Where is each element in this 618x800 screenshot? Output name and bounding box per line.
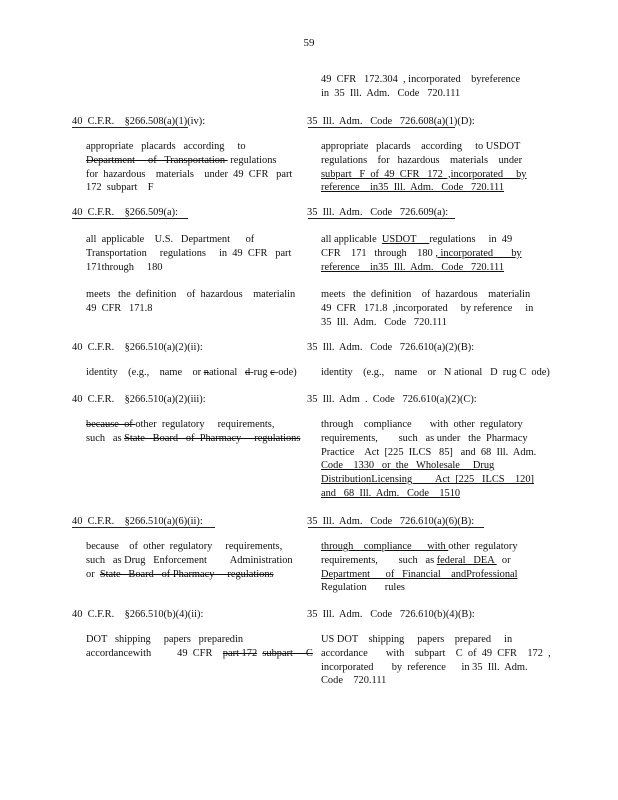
text-run: 49 CFR 172.304 , incorporated byreference <box>321 74 521 85</box>
text-run: 35 Ill. Adm. Code 726.610(a)(2)(B): <box>307 342 475 353</box>
text-run: identity (e.g., name or <box>86 367 204 378</box>
illinois-text-line <box>321 247 533 261</box>
struck-text: State Board of Pharmacy regulations <box>124 432 301 444</box>
text-run: through compliance with other regulatory <box>321 419 523 430</box>
text-run: 40 C.F.R. §266.508(a)(1)(iv): <box>72 116 206 127</box>
struck-text: State Board of Pharmacy regulations <box>99 568 274 580</box>
text-run: CFR 171 through 180 <box>321 247 436 259</box>
struck-text: because of <box>86 419 136 430</box>
illinois-text-line <box>321 261 533 275</box>
federal-text-line <box>86 261 295 275</box>
text-run: -ode) <box>274 367 297 378</box>
text-run: regulations <box>227 154 277 166</box>
federal-text-line <box>86 568 293 582</box>
illinois-text-line <box>321 233 533 247</box>
inserted-text: federal DEA <box>436 554 497 566</box>
text-run: Regulation rules <box>321 582 405 594</box>
continued-text <box>321 73 520 101</box>
federal-text-line <box>86 432 300 446</box>
illinois-citation-line <box>307 608 475 622</box>
illinois-text <box>321 633 551 688</box>
text-run: in 35 Ill. Adm. Code 720.111 <box>321 87 461 99</box>
text-run: 35 Ill. Adm. Code 720.111 <box>321 316 447 328</box>
illinois-text-line <box>321 647 551 661</box>
federal-citation-line <box>72 341 203 355</box>
illinois-text <box>321 540 518 595</box>
inserted-text: reference in35 Ill. Adm. Code 720.111 <box>321 261 505 273</box>
text-run: 40 C.F.R. §266.510(a)(2)(ii): <box>72 342 203 353</box>
inserted-text: Code 1330 or the Wholesale Drug <box>321 460 495 472</box>
federal-text <box>86 418 300 446</box>
illinois-text <box>321 233 533 330</box>
illinois-citation <box>307 393 477 407</box>
inserted-text: through compliance with <box>321 541 449 552</box>
text-run: 40 C.F.R. §266.510(a)(2)(iii): <box>72 394 206 405</box>
federal-text-line <box>86 366 297 380</box>
text-run: ational <box>208 367 246 378</box>
illinois-citation <box>307 341 474 355</box>
text-run: or <box>496 554 511 566</box>
federal-text-line <box>86 554 293 568</box>
struck-text: part 172 <box>222 647 258 659</box>
text-run: accordancewith 49 CFR <box>86 647 223 659</box>
text-run: US DOT shipping papers prepared in <box>321 634 513 645</box>
text-run: identity (e.g., name or N ational D rug C ode) <box>321 367 550 378</box>
illinois-text <box>321 140 527 195</box>
federal-text-line <box>86 647 313 661</box>
federal-text-line <box>86 288 295 302</box>
text-run: regulations in 49 <box>429 234 513 245</box>
text-run: Practice Act [225 ILCS 85] and 68 Ill. Adm. <box>321 446 537 458</box>
illinois-text-line <box>321 181 527 195</box>
text-run: 40 C.F.R. §266.510(b)(4)(ii): <box>72 609 204 620</box>
text-run: -rug <box>250 367 271 378</box>
text-run: 35 Ill. Adm. Code 726.608(a)(1)(D): <box>307 116 475 127</box>
illinois-text-line <box>321 274 533 288</box>
continued-text-line <box>321 87 520 101</box>
illinois-text-line <box>321 418 536 432</box>
text-run: appropriate placards according to <box>86 141 246 152</box>
federal-text-line <box>86 233 295 247</box>
federal-text <box>86 233 295 316</box>
illinois-text-line <box>321 316 533 330</box>
text-run: Transportation regulations in 49 CFR part <box>86 247 292 259</box>
text-run: all applicable <box>321 234 382 245</box>
text-run: regulations for hazardous materials under <box>321 154 523 166</box>
citation-underline <box>72 218 188 219</box>
struck-text: d <box>245 367 251 378</box>
federal-text-line <box>86 247 295 261</box>
text-run: 35 Ill. Adm . Code 726.610(a)(2)(C): <box>307 394 477 405</box>
illinois-citation <box>307 608 475 622</box>
text-run: 49 CFR 171.8 ,incorporated by reference in <box>321 302 534 314</box>
inserted-text: , incorporated by <box>435 247 522 259</box>
citation-underline <box>308 527 484 528</box>
illinois-text-line <box>321 154 527 168</box>
illinois-text-line <box>321 168 527 182</box>
text-run: requirements, such as <box>321 554 437 566</box>
illinois-text-line <box>321 140 527 154</box>
federal-text <box>86 366 297 380</box>
federal-text-line <box>86 633 313 647</box>
text-run: meets the definition of hazardous materialin <box>321 289 531 301</box>
text-run: 40 C.F.R. §266.509(a): <box>72 207 178 218</box>
text-run: 171through 180 <box>86 261 163 273</box>
illinois-text-line <box>321 540 518 554</box>
text-run: accordance with subpart C of 49 CFR 172 , <box>321 647 551 659</box>
federal-text-line <box>86 140 292 154</box>
inserted-text: reference in35 Ill. Adm. Code 720.111 <box>321 182 505 194</box>
illinois-text-line <box>321 581 518 595</box>
inserted-text: and 68 Ill. Adm. Code 1510 <box>321 487 461 499</box>
illinois-text-line <box>321 674 551 688</box>
illinois-text-line <box>321 459 536 473</box>
text-run: appropriate placards according to USDOT <box>321 141 521 152</box>
illinois-text-line <box>321 366 550 380</box>
text-run: 172 subpart F <box>86 182 154 194</box>
illinois-text <box>321 366 550 380</box>
citation-underline <box>308 127 455 128</box>
text-run: DOT shipping papers preparedin <box>86 634 244 645</box>
citation-underline <box>72 527 215 528</box>
illinois-text-line <box>321 568 518 582</box>
struck-text: n <box>203 367 209 378</box>
illinois-text-line <box>321 288 533 302</box>
illinois-text-line <box>321 473 536 487</box>
inserted-text: USDOT <box>381 234 430 245</box>
illinois-citation-line <box>307 393 477 407</box>
text-run: all applicable U.S. Department of <box>86 234 255 245</box>
federal-text-line <box>86 274 295 288</box>
text-run: 40 C.F.R. §266.510(a)(6)(ii): <box>72 516 203 527</box>
struck-text: c <box>270 367 275 378</box>
text-run: for hazardous materials under 49 CFR part <box>86 168 293 180</box>
text-run: such as <box>86 432 125 444</box>
text-run: Code 720.111 <box>321 675 387 687</box>
citation-underline <box>308 218 455 219</box>
illinois-text-line <box>321 302 533 316</box>
struck-text: Department of Transportation <box>86 154 228 166</box>
text-run: requirements, such as under the Pharmacy <box>321 432 528 444</box>
text-run: incorporated by reference in 35 Ill. Adm. <box>321 661 528 673</box>
page-number: 59 <box>303 37 315 49</box>
inserted-text: Department of Financial andProfessional <box>321 568 518 580</box>
illinois-text-line <box>321 554 518 568</box>
federal-text-line <box>86 418 300 432</box>
federal-text <box>86 540 293 581</box>
text-run: 35 Ill. Adm. Code 726.610(a)(6)(B): <box>307 516 475 527</box>
illinois-text-line <box>321 432 536 446</box>
text-run: meets the definition of hazardous materialin <box>86 289 296 301</box>
inserted-text: subpart F of 49 CFR 172 ,incorporated by <box>321 168 527 180</box>
federal-text <box>86 633 313 661</box>
federal-citation <box>72 341 203 355</box>
struck-text: subpart C <box>262 647 313 659</box>
text-run: 35 Ill. Adm. Code 726.610(b)(4)(B): <box>307 609 475 620</box>
text-run: other regulatory requirements, <box>135 419 275 430</box>
illinois-text <box>321 418 536 501</box>
federal-text-line <box>86 181 292 195</box>
illinois-text-line <box>321 633 551 647</box>
federal-citation-line <box>72 608 203 622</box>
text-run: such as Drug Enforcement Administration <box>86 554 293 566</box>
text-run: or <box>86 568 100 580</box>
illinois-text-line <box>321 446 536 460</box>
federal-citation <box>72 608 203 622</box>
federal-text <box>86 140 292 195</box>
text-run: 49 CFR 171.8 <box>86 302 153 314</box>
illinois-text-line <box>321 487 536 501</box>
federal-citation-line <box>72 393 206 407</box>
text-run: 35 Ill. Adm. Code 726.609(a): <box>307 207 449 218</box>
illinois-citation-line <box>307 341 474 355</box>
federal-citation <box>72 393 206 407</box>
illinois-text-line <box>321 661 551 675</box>
federal-text-line <box>86 168 292 182</box>
federal-text-line <box>86 540 293 554</box>
federal-text-line <box>86 302 295 316</box>
continued-text-line <box>321 73 520 87</box>
citation-underline <box>72 127 188 128</box>
federal-text-line <box>86 154 292 168</box>
inserted-text: DistributionLicensing Act [225 ILCS 120] <box>321 474 534 486</box>
text-run: because of other regulatory requirements, <box>86 541 283 552</box>
text-run: other regulatory <box>448 541 518 552</box>
